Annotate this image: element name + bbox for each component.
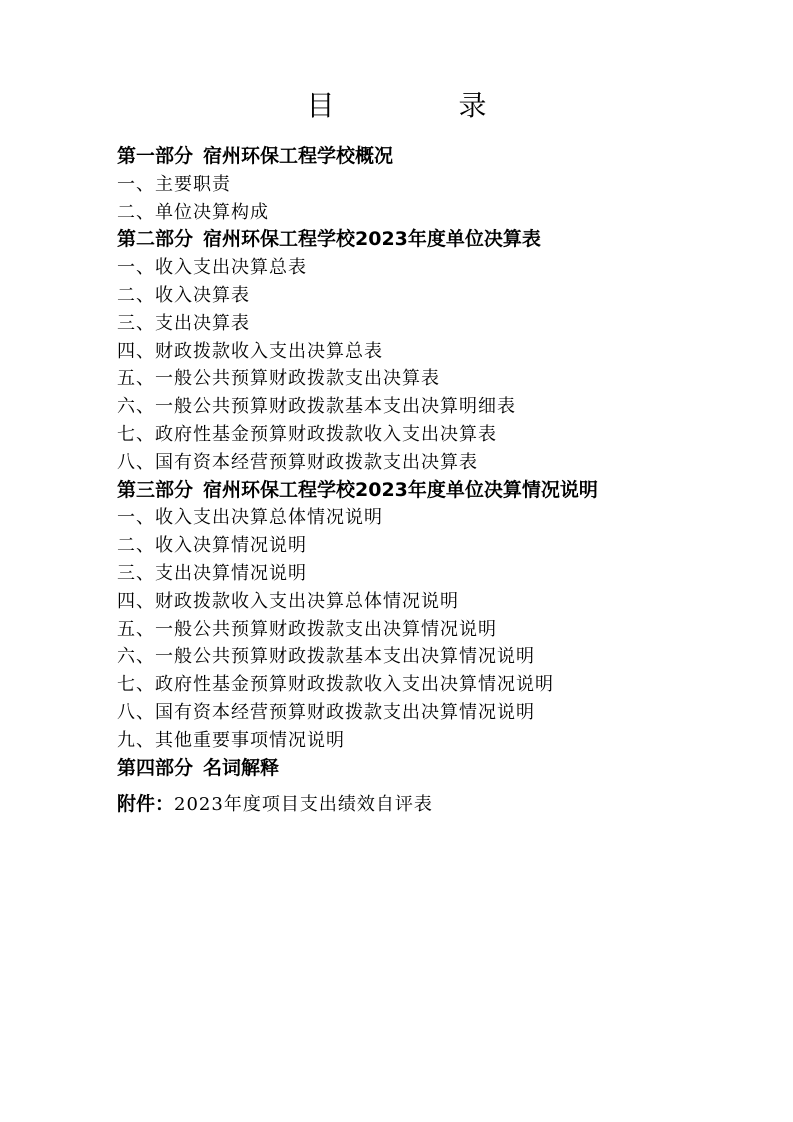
attachment-label: 附件： — [117, 793, 175, 815]
attachment-title: 2023年度项目支出绩效自评表 — [174, 794, 433, 815]
table-of-contents — [117, 143, 757, 782]
part-number-label: 第一部分 — [117, 145, 194, 167]
toc-part-heading — [117, 226, 757, 254]
toc-item: 七、政府性基金预算财政拨款收入支出决算情况说明 — [117, 674, 554, 696]
part-number-label: 第二部分 — [117, 228, 194, 251]
toc-item: 二、单位决算构成 — [117, 201, 269, 223]
part-number-label: 第三部分 — [117, 478, 194, 501]
part-title: 名词解释 — [203, 756, 280, 779]
toc-part-heading — [117, 143, 757, 171]
toc-item: 八、国有资本经营预算财政拨款支出决算表 — [117, 451, 478, 473]
toc-item: 四、财政拨款收入支出决算总表 — [117, 340, 383, 362]
toc-item: 五、一般公共预算财政拨款支出决算情况说明 — [117, 618, 497, 640]
toc-item: 六、一般公共预算财政拨款基本支出决算明细表 — [117, 396, 516, 418]
toc-item: 六、一般公共预算财政拨款基本支出决算情况说明 — [117, 646, 535, 668]
toc-item: 一、收入支出决算总表 — [117, 257, 307, 279]
toc-item: 八、国有资本经营预算财政拨款支出决算情况说明 — [117, 701, 535, 723]
toc-item: 一、主要职责 — [117, 173, 231, 195]
part-title: 宿州环保工程学校2023年度单位决算表 — [203, 228, 541, 251]
page-title: 目 录 — [306, 89, 535, 122]
toc-part-heading — [117, 755, 757, 783]
toc-item: 四、财政拨款收入支出决算总体情况说明 — [117, 590, 459, 612]
toc-item: 九、其他重要事项情况说明 — [117, 729, 345, 751]
toc-part-heading — [117, 477, 757, 505]
part-number-label: 第四部分 — [117, 756, 194, 779]
toc-item: 三、支出决算情况说明 — [117, 562, 307, 584]
toc-item: 五、一般公共预算财政拨款支出决算表 — [117, 368, 440, 390]
toc-item: 二、收入决算表 — [117, 284, 250, 306]
toc-item: 七、政府性基金预算财政拨款收入支出决算表 — [117, 423, 497, 445]
toc-item: 一、收入支出决算总体情况说明 — [117, 507, 383, 529]
attachment-line — [117, 790, 433, 818]
part-title: 宿州环保工程学校2023年度单位决算情况说明 — [203, 478, 598, 501]
toc-item: 二、收入决算情况说明 — [117, 535, 307, 557]
toc-item: 三、支出决算表 — [117, 312, 250, 334]
part-title: 宿州环保工程学校概况 — [203, 145, 394, 167]
